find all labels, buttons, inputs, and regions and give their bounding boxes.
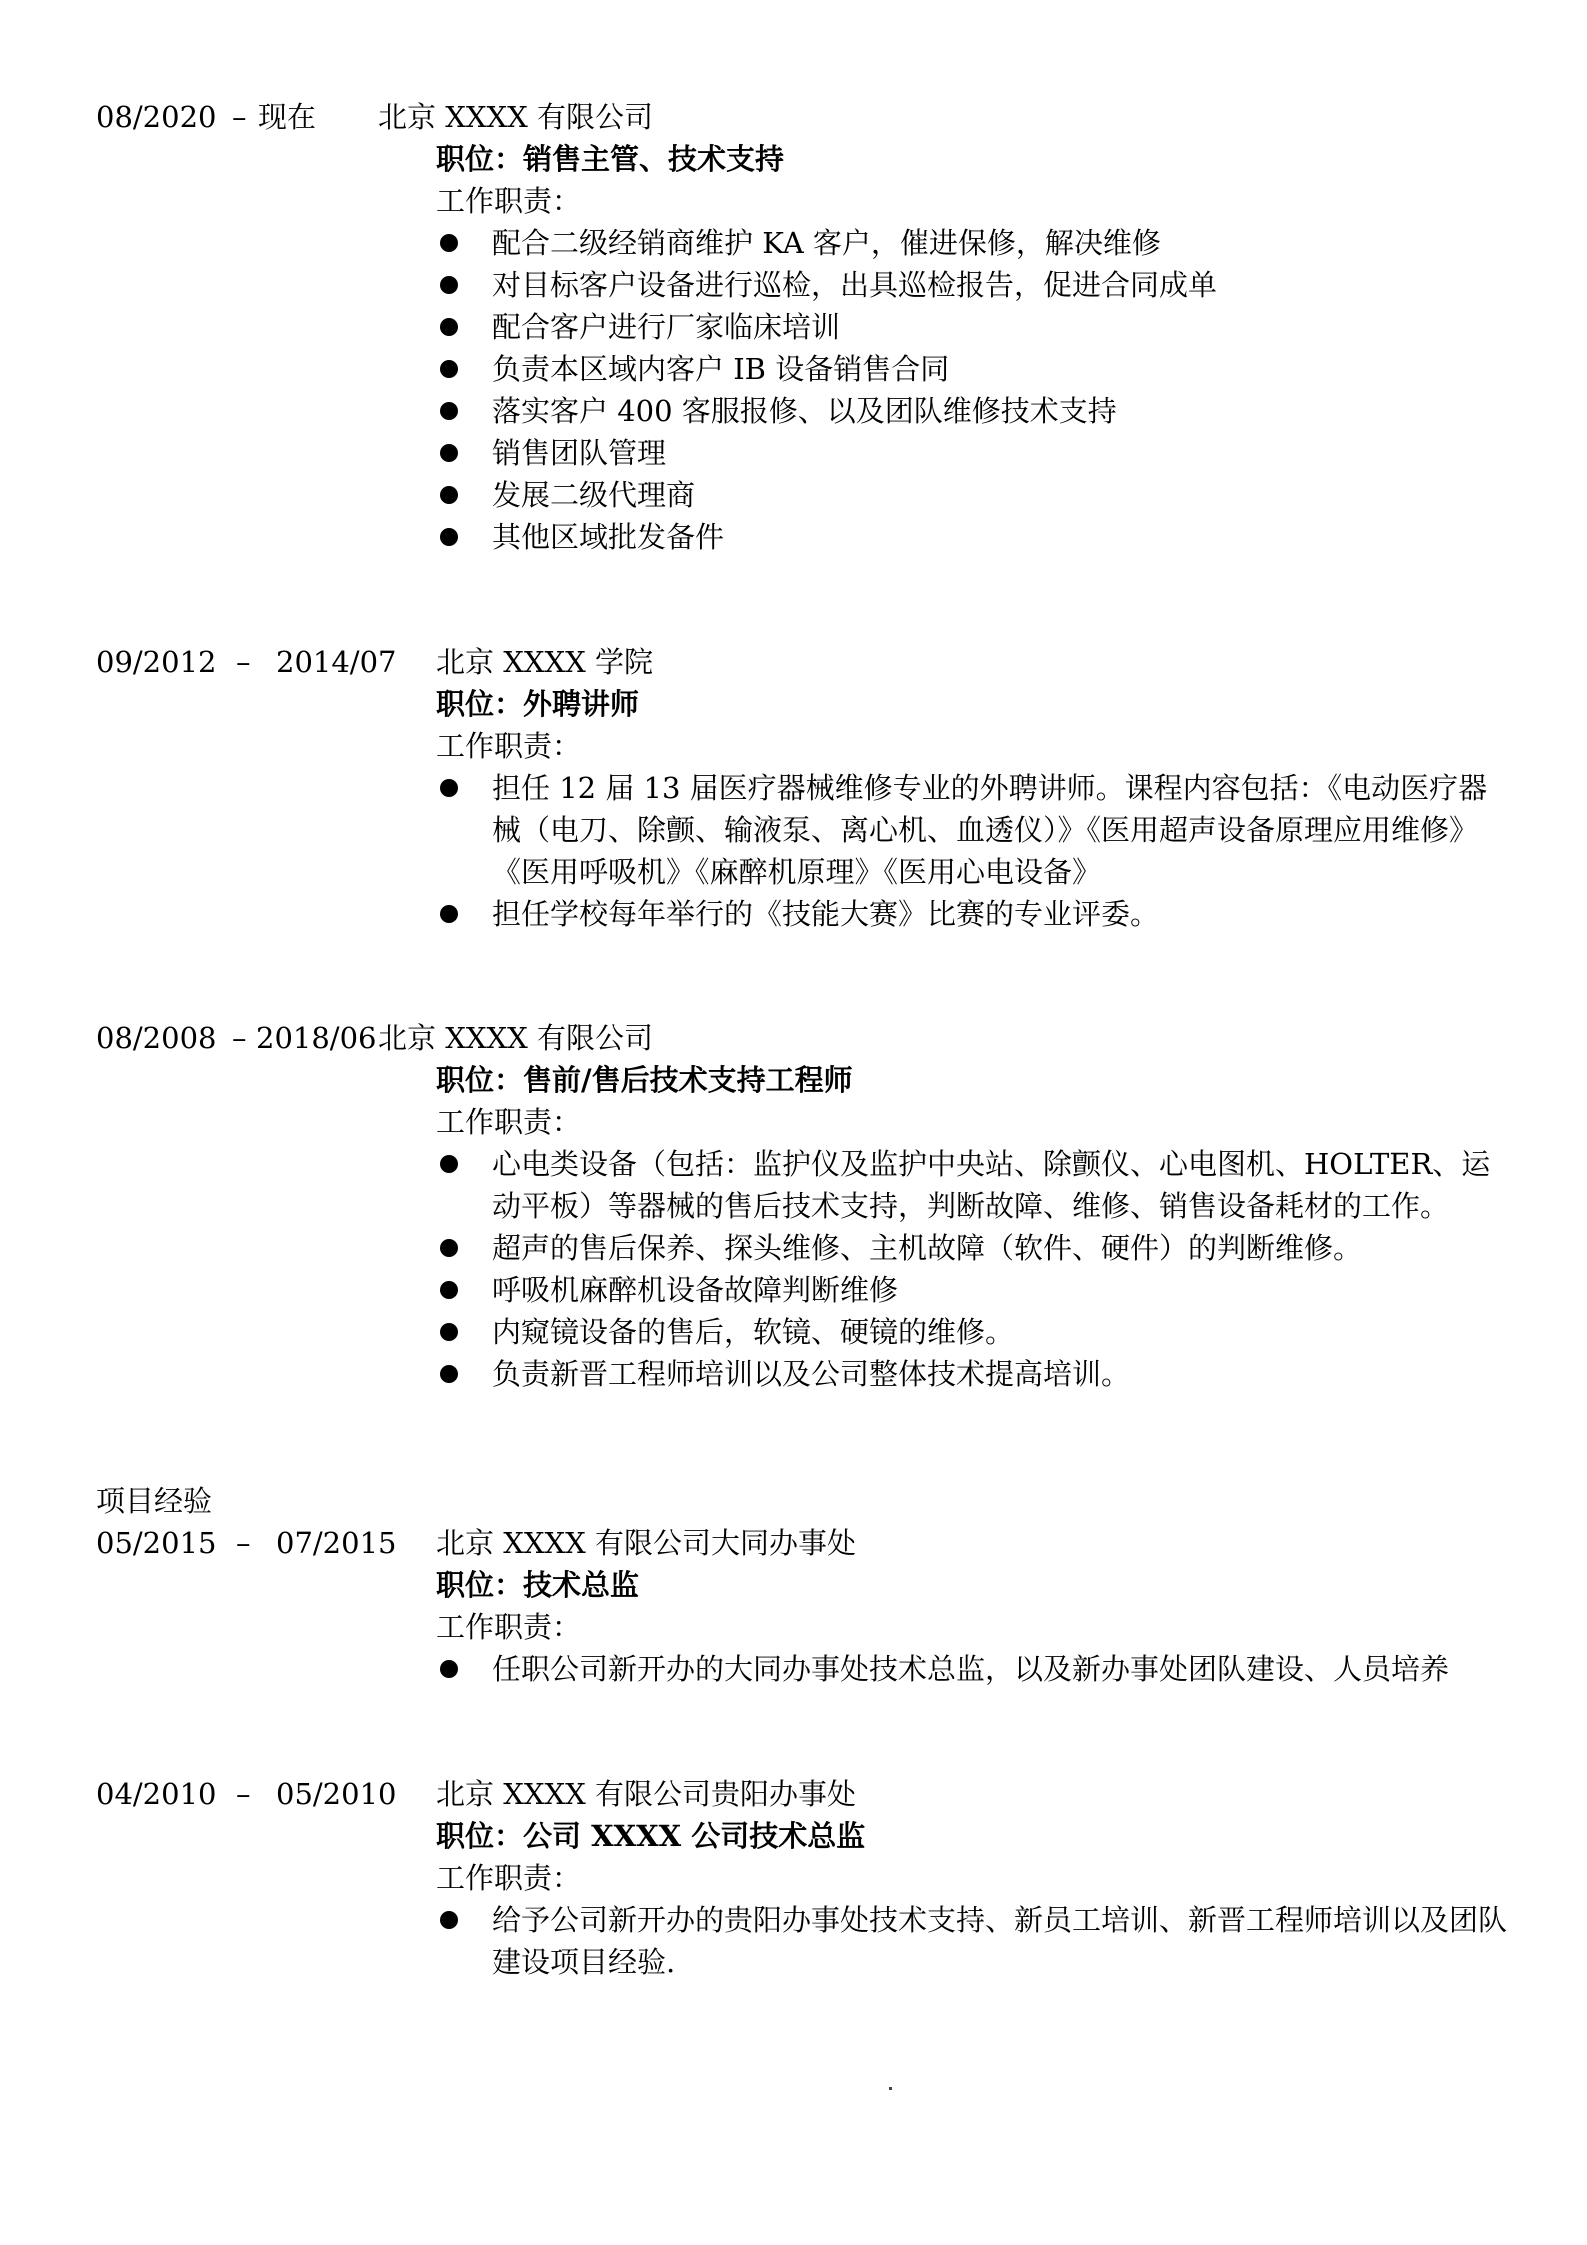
duties-list [436,767,1516,935]
date-dash: – [236,645,251,679]
duty-text: 销售团队管理 [492,436,667,470]
duty-item [436,306,1516,348]
duty-item [436,893,1516,935]
duty-item [436,222,1516,264]
duty-text: 落实客户 400 客服报修、以及团队维修技术支持 [492,394,1117,428]
duties-label: 工作职责： [436,729,582,763]
bullet-icon [440,444,458,462]
position-title: 职位：售前/售后技术支持工程师 [436,1063,853,1097]
duty-text: 负责新晋工程师培训以及公司整体技术提高培训。 [492,1357,1131,1391]
entry-header [96,1522,1516,1564]
duty-text: 其他区域批发备件 [492,520,725,554]
duties-list [436,1648,1516,1690]
bullet-icon [440,1239,458,1257]
company-name: 北京 XXXX 有限公司贵阳办事处 [436,1777,857,1811]
bullet-icon [440,1155,458,1173]
position-title: 职位：销售主管、技术支持 [436,142,785,176]
duty-item [436,1899,1516,1983]
date-start: 08/2020 [96,100,217,134]
duty-item [436,516,1516,558]
bullet-icon [440,360,458,378]
date-start: 04/2010 [96,1777,217,1811]
bullet-icon [440,234,458,252]
date-end: 2014/07 [276,645,397,679]
entry-header [96,1017,1516,1059]
company-name: 北京 XXXX 学院 [436,645,654,679]
bullet-icon [440,1323,458,1341]
bullet-icon [440,1911,458,1929]
duty-item [436,767,1516,893]
work-entry-2 [96,641,1516,935]
bullet-icon [440,1660,458,1678]
date-start: 08/2008 [96,1021,217,1055]
footer-dot [889,2087,892,2090]
duty-item [436,1353,1516,1395]
position-title: 职位：外聘讲师 [436,687,640,721]
duty-text: 超声的售后保养、探头维修、主机故障（软件、硬件）的判断维修。 [492,1231,1363,1265]
date-dash: – [236,1526,251,1560]
duty-item [436,348,1516,390]
work-entry-3 [96,1017,1516,1395]
company-name: 北京 XXXX 有限公司 [378,100,654,134]
entry-header [96,96,1516,138]
duty-text: 担任学校每年举行的《技能大赛》比赛的专业评委。 [492,897,1160,931]
date-end: 现在 [258,100,317,134]
date-end: 07/2015 [276,1526,397,1560]
bullet-icon [440,276,458,294]
duty-item [436,1648,1516,1690]
date-end: 05/2010 [276,1777,397,1811]
duties-list [436,1899,1516,1983]
date-end: 2018/06 [256,1021,377,1055]
duties-list [436,222,1516,558]
date-start: 09/2012 [96,645,217,679]
position-title: 职位：技术总监 [436,1568,640,1602]
entry-header [96,641,1516,683]
bullet-icon [440,528,458,546]
duty-item [436,390,1516,432]
company-name: 北京 XXXX 有限公司 [378,1021,654,1055]
duty-text: 担任 12 届 13 届医疗器械维修专业的外聘讲师。课程内容包括：《电动医疗器械（电刀、除颤、输液泵、离心机、血透仪）》《医用超声设备原理应用维修》《医用呼吸机》《麻醉机原理》《医用心电设备》 [492,771,1488,889]
bullet-icon [440,402,458,420]
duties-label: 工作职责： [436,184,582,218]
duty-text: 心电类设备（包括：监护仪及监护中央站、除颤仪、心电图机、HOLTER、运动平板）等器械的售后技术支持，判断故障、维修、销售设备耗材的工作。 [492,1147,1491,1223]
duty-text: 内窥镜设备的售后，软镜、硬镜的维修。 [492,1315,1015,1349]
duty-text: 任职公司新开办的大同办事处技术总监，以及新办事处团队建设、人员培养 [492,1652,1450,1686]
duty-item [436,1269,1516,1311]
bullet-icon [440,1365,458,1383]
duties-label: 工作职责： [436,1610,582,1644]
duty-item [436,264,1516,306]
duty-text: 给予公司新开办的贵阳办事处技术支持、新员工培训、新晋工程师培训以及团队建设项目经验. [492,1903,1508,1979]
date-dash: – [232,100,247,134]
duties-label: 工作职责： [436,1861,582,1895]
duty-item [436,432,1516,474]
project-entry-1 [96,1522,1516,1690]
duties-label: 工作职责： [436,1105,582,1139]
duty-text: 配合二级经销商维护 KA 客户，催进保修，解决维修 [492,226,1161,260]
duty-item [436,1311,1516,1353]
date-start: 05/2015 [96,1526,217,1560]
bullet-icon [440,779,458,797]
duty-item [436,474,1516,516]
work-entry-1 [96,96,1516,558]
position-title: 职位：公司 XXXX 公司技术总监 [436,1819,866,1853]
duty-text: 对目标客户设备进行巡检，出具巡检报告，促进合同成单 [492,268,1218,302]
entry-header [96,1773,1516,1815]
company-name: 北京 XXXX 有限公司大同办事处 [436,1526,857,1560]
duty-text: 呼吸机麻醉机设备故障判断维修 [492,1273,899,1307]
project-entry-2 [96,1773,1516,1983]
date-dash: – [232,1021,247,1055]
duty-text: 负责本区域内客户 IB 设备销售合同 [492,352,950,386]
projects-section-title: 项目经验 [96,1484,213,1518]
duty-text: 配合客户进行厂家临床培训 [492,310,841,344]
duty-item [436,1227,1516,1269]
bullet-icon [440,1281,458,1299]
bullet-icon [440,486,458,504]
duty-item [436,1143,1516,1227]
duties-list [436,1143,1516,1395]
bullet-icon [440,905,458,923]
bullet-icon [440,318,458,336]
duty-text: 发展二级代理商 [492,478,696,512]
date-dash: – [236,1777,251,1811]
